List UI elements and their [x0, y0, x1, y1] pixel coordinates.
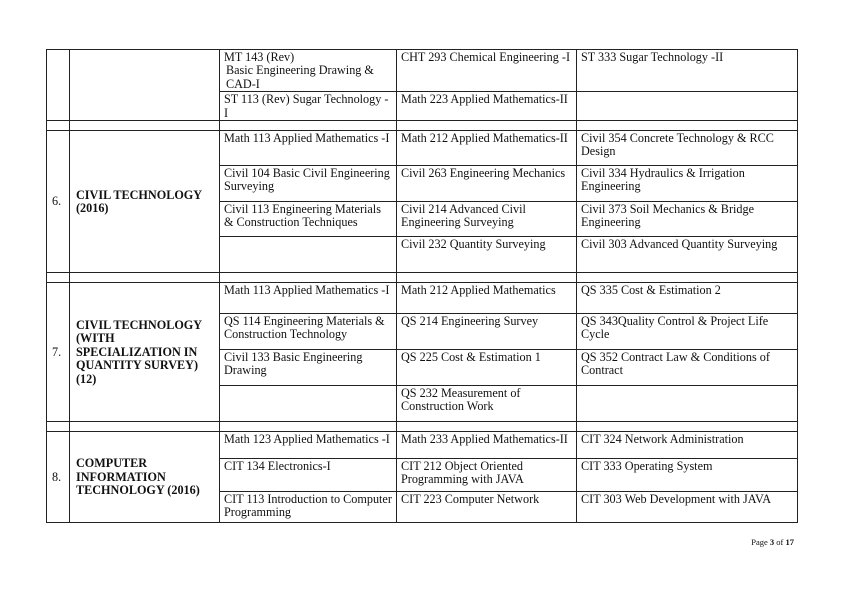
program-title: CIVIL TECHNOLOGY (WITH SPECIALIZATION IN QUANTITY SURVEY) (12) [70, 283, 220, 422]
course-cell: CIT 212 Object Oriented Programming with JAVA [397, 459, 577, 492]
course-cell: Math 233 Applied Mathematics-II [397, 432, 577, 459]
table-row [47, 131, 798, 166]
number-cell [47, 50, 70, 121]
program-title: CIVIL TECHNOLOGY (2016) [70, 131, 220, 273]
course-cell [577, 386, 798, 422]
table-row [47, 283, 798, 314]
page-label: Page [751, 537, 768, 547]
course-cell: CIT 303 Web Development with JAVA [577, 492, 798, 523]
table-row [47, 50, 798, 92]
course-table [46, 49, 798, 523]
course-cell: Civil 303 Advanced Quantity Surveying [577, 237, 798, 273]
course-cell: CIT 324 Network Administration [577, 432, 798, 459]
course-cell: Civil 263 Engineering Mechanics [397, 166, 577, 202]
course-cell: QS 335 Cost & Estimation 2 [577, 283, 798, 314]
course-cell: ST 333 Sugar Technology -II [577, 50, 798, 92]
course-cell: Civil 354 Concrete Technology & RCC Design [577, 131, 798, 166]
program-number: 8. [47, 432, 70, 523]
program-number: 6. [47, 131, 70, 273]
course-cell [220, 50, 397, 92]
course-cell: Math 212 Applied Mathematics-II [397, 131, 577, 166]
program-number: 7. [47, 283, 70, 422]
course-cell: Civil 373 Soil Mechanics & Bridge Engineering [577, 202, 798, 237]
course-cell [220, 237, 397, 273]
course-cell: Math 113 Applied Mathematics -I [220, 283, 397, 314]
course-code: MT 143 (Rev) [224, 50, 295, 64]
course-cell: CIT 113 Introduction to Computer Programming [220, 492, 397, 523]
course-cell: QS 343Quality Control & Project Life Cycle [577, 314, 798, 350]
spacer-row [47, 121, 798, 131]
spacer-row [47, 273, 798, 283]
course-cell: QS 114 Engineering Materials & Construction Technology [220, 314, 397, 350]
course-cell: Math 113 Applied Mathematics -I [220, 131, 397, 166]
course-cell: QS 352 Contract Law & Conditions of Contract [577, 350, 798, 386]
course-cell: Civil 232 Quantity Surveying [397, 237, 577, 273]
course-cell: Math 223 Applied Mathematics-II [397, 92, 577, 121]
program-cell [70, 50, 220, 121]
course-cell: CIT 223 Computer Network [397, 492, 577, 523]
course-cell: Math 123 Applied Mathematics -I [220, 432, 397, 459]
course-cell: Civil 104 Basic Civil Engineering Surveying [220, 166, 397, 202]
course-cell [577, 92, 798, 121]
course-title: Basic Engineering Drawing & CAD-I [226, 63, 374, 91]
course-cell: CHT 293 Chemical Engineering -I [397, 50, 577, 92]
course-cell [220, 386, 397, 422]
page-current: 3 [769, 537, 775, 547]
page-number [751, 537, 794, 547]
course-cell: Civil 334 Hydraulics & Irrigation Engineering [577, 166, 798, 202]
course-cell: ST 113 (Rev) Sugar Technology -I [220, 92, 397, 121]
course-cell: Math 212 Applied Mathematics [397, 283, 577, 314]
table-row [47, 432, 798, 459]
course-cell: CIT 333 Operating System [577, 459, 798, 492]
course-cell: QS 225 Cost & Estimation 1 [397, 350, 577, 386]
course-cell: QS 214 Engineering Survey [397, 314, 577, 350]
page-total: 17 [785, 537, 794, 547]
page-of: of [776, 537, 784, 547]
spacer-row [47, 422, 798, 432]
course-cell: Civil 214 Advanced Civil Engineering Surveying [397, 202, 577, 237]
course-cell: Civil 113 Engineering Materials & Construction Techniques [220, 202, 397, 237]
program-title: COMPUTER INFORMATION TECHNOLOGY (2016) [70, 432, 220, 523]
course-cell: Civil 133 Basic Engineering Drawing [220, 350, 397, 386]
course-cell: QS 232 Measurement of Construction Work [397, 386, 577, 422]
course-cell: CIT 134 Electronics-I [220, 459, 397, 492]
